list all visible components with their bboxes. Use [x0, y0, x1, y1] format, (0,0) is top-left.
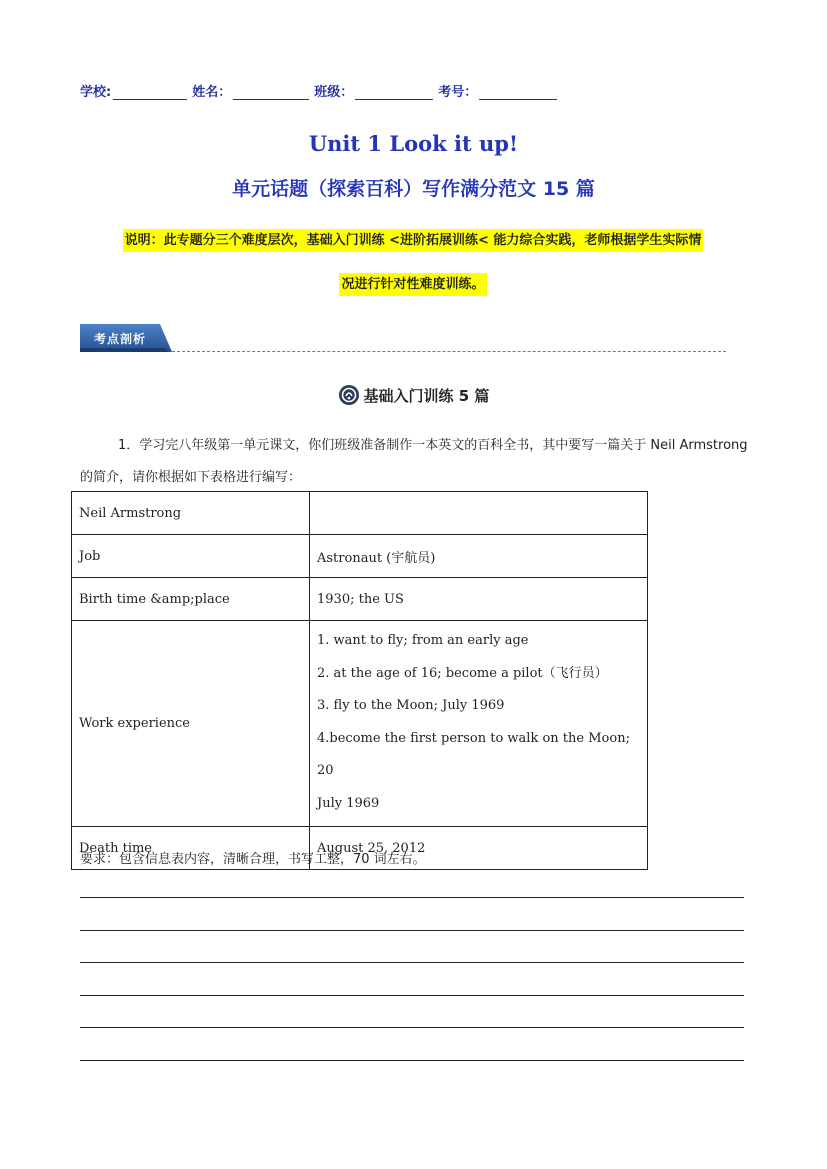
work-item: 2. at the age of 16; become a pilot（飞行员） [317, 665, 608, 681]
school-field[interactable] [80, 81, 187, 100]
work-item: 3. fly to the Moon; July 1969 [317, 698, 505, 713]
school-blank[interactable] [113, 85, 187, 100]
writing-line[interactable] [80, 962, 744, 963]
cell-death-label: Death time [72, 827, 310, 870]
cell-work-value [310, 621, 648, 827]
name-field[interactable] [192, 81, 309, 100]
class-blank[interactable] [355, 85, 433, 100]
section-tag-label: 考点剖析 [94, 332, 147, 346]
cell-death-value: August 25, 2012 [310, 827, 648, 870]
question-text: 1．学习完八年级第一单元课文，你们班级准备制作一本英文的百科全书，其中要写一篇关于 Neil Armstrong 的简介，请你根据如下表格进行编写： [80, 438, 748, 485]
instruction-note [78, 219, 748, 307]
writing-line[interactable] [80, 930, 744, 931]
sub-heading-text: 基础入门训练 5 篇 [363, 386, 490, 405]
instruction-note-line1: 说明：此专题分三个难度层次，基础入门训练 <进阶拓展训练< 能力综合实践，老师根据学生实际情 [123, 229, 704, 252]
section-tag [80, 324, 172, 352]
instruction-note-line2: 况进行针对性难度训练。 [339, 273, 486, 296]
work-item: 4.become the first person to walk on the Moon; 20 [317, 730, 630, 778]
writing-line[interactable] [80, 897, 744, 898]
name-label: 姓名： [192, 85, 232, 100]
cell-birth-value: 1930; the US [310, 578, 648, 621]
title-chinese: 单元话题（探索百科）写作满分范文 15 篇 [232, 178, 595, 200]
info-table [71, 491, 648, 870]
exam-number-field[interactable] [438, 81, 557, 100]
cell-birth-label: Birth time &amp;place [72, 578, 310, 621]
cell-job-label: Job [72, 535, 310, 578]
work-item: July 1969 [317, 795, 380, 811]
exam-number-blank[interactable] [479, 85, 557, 100]
cell-name-label: Neil Armstrong [72, 492, 310, 535]
writing-line[interactable] [80, 1060, 744, 1061]
requirement-text: 要求：包含信息表内容，清晰合理，书写工整，70 词左右。 [80, 852, 426, 867]
table-row [72, 535, 648, 578]
cell-work-label: Work experience [72, 621, 310, 827]
school-label: 学校: [80, 85, 112, 100]
circle-badge-icon [338, 384, 360, 406]
cell-name-value [310, 492, 648, 535]
writing-line[interactable] [80, 1027, 744, 1028]
student-info-line [80, 78, 580, 100]
class-label: 班级： [314, 85, 354, 100]
work-item: 1. want to fly; from an early age [317, 633, 529, 648]
title-english: Unit 1 Look it up! [308, 131, 519, 156]
sub-heading [0, 384, 827, 406]
writing-line[interactable] [80, 995, 744, 996]
table-row [72, 578, 648, 621]
cell-job-value: Astronaut (宇航员) [310, 535, 648, 578]
section-divider [172, 351, 726, 352]
class-field[interactable] [314, 81, 433, 100]
table-row [72, 492, 648, 535]
name-blank[interactable] [233, 85, 309, 100]
exam-number-label: 考号： [438, 85, 478, 100]
table-row [72, 621, 648, 827]
